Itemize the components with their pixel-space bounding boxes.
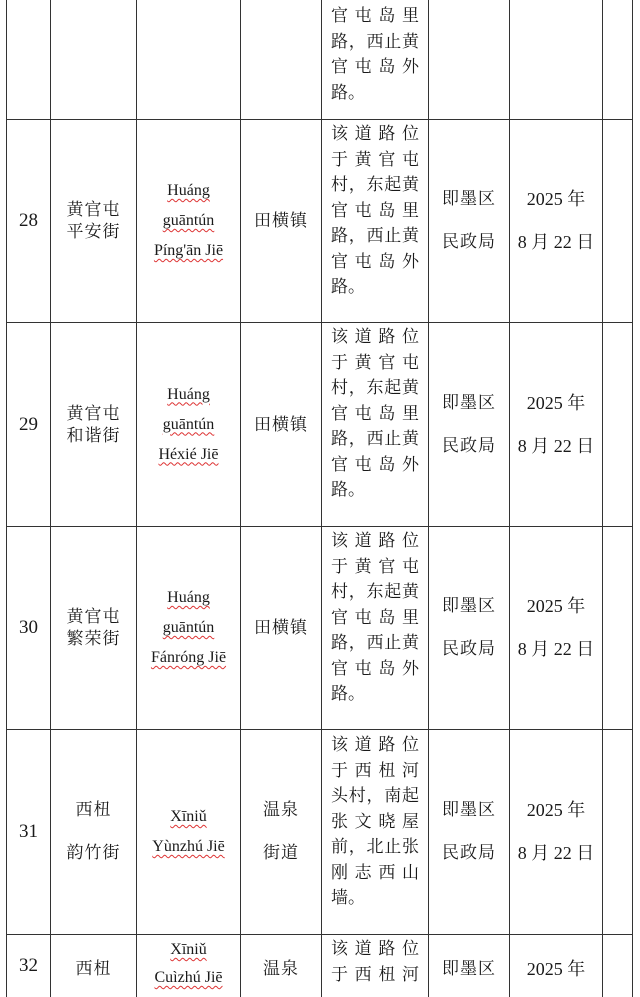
grid-line	[602, 0, 603, 997]
road-name-line: 黄官屯	[66, 607, 121, 627]
pinyin-line: guāntún	[162, 212, 215, 229]
description-line: 张文晓屋	[331, 811, 419, 832]
description-cell	[331, 4, 419, 106]
pinyin-line: Huáng	[167, 589, 210, 606]
description-line: 该道路位	[331, 735, 419, 755]
description-line: 路，西止黄	[331, 633, 419, 653]
pinyin-line: Héxié Jiē	[158, 445, 219, 463]
description-line: 路，西止黄	[331, 31, 419, 52]
description-line: 官屯岛里	[331, 607, 419, 628]
description-line: 官屯岛外	[331, 658, 419, 679]
description-cell	[331, 122, 419, 301]
authority-line: 即墨区	[442, 189, 496, 209]
description-line: 路，西止黄	[331, 226, 419, 246]
row-number: 28	[19, 210, 38, 231]
date-line: 8 月 22 日	[517, 435, 595, 456]
date-line: 2025 年	[526, 959, 586, 979]
authority-line: 即墨区	[442, 596, 496, 616]
description-line: 路，西止黄	[331, 429, 419, 449]
date-cell	[510, 323, 602, 526]
date-line: 2025 年	[526, 189, 586, 209]
row-number: 29	[19, 413, 38, 435]
description-line: 该道路位	[331, 124, 419, 144]
authority-cell	[429, 323, 509, 526]
road-name-line: 西杻	[75, 800, 112, 820]
town-cell	[241, 120, 321, 322]
road-name-cell	[51, 527, 136, 729]
description-line: 该道路位	[331, 531, 419, 551]
road-name-line: 黄官屯	[66, 403, 121, 424]
town-line: 温泉	[263, 959, 299, 979]
pinyin-cell	[137, 120, 240, 322]
town-line: 温泉	[263, 800, 299, 820]
town-cell	[241, 730, 321, 934]
description-cell	[331, 529, 419, 708]
pinyin-line: Huáng	[167, 182, 210, 199]
pinyin-cell	[137, 527, 240, 729]
description-line: 路。	[331, 82, 365, 103]
pinyin-line: guāntún	[162, 415, 215, 433]
description-line: 官屯岛里	[331, 200, 419, 221]
description-line: 于西杻河	[331, 760, 419, 781]
road-name-line: 黄官屯	[66, 200, 121, 220]
town-line: 田横镇	[254, 414, 308, 435]
description-line: 官屯岛外	[331, 251, 419, 272]
description-line: 官屯岛外	[331, 454, 419, 475]
description-line: 路。	[331, 277, 365, 297]
row-number: 30	[19, 617, 38, 638]
date-line: 8 月 22 日	[517, 232, 595, 252]
pinyin-cell	[137, 323, 240, 526]
description-line: 于西杻河	[331, 964, 419, 985]
road-name-line: 繁荣街	[66, 629, 121, 649]
description-line: 前，北止张	[331, 837, 419, 857]
pinyin-cell	[137, 730, 240, 934]
authority-line: 民政局	[442, 435, 496, 456]
authority-line: 即墨区	[442, 392, 496, 413]
authority-line: 即墨区	[442, 800, 496, 820]
authority-line: 民政局	[442, 843, 496, 863]
description-line: 于黄官屯	[331, 149, 419, 170]
town-cell	[241, 323, 321, 526]
road-name-cell	[51, 120, 136, 322]
description-line: 路。	[331, 480, 365, 500]
pinyin-cell	[137, 936, 240, 992]
pinyin-line: guāntún	[162, 619, 215, 636]
pinyin-line: Cuìzhú Jiē	[154, 969, 223, 986]
description-line: 墙。	[331, 888, 365, 908]
town-line: 街道	[263, 843, 299, 863]
pinyin-line: Fánróng Jiē	[150, 649, 227, 666]
authority-line: 民政局	[442, 639, 496, 659]
description-line: 刚志西山	[331, 862, 419, 883]
description-line: 村，东起黄	[331, 378, 419, 398]
town-line: 田横镇	[254, 211, 308, 231]
pinyin-line: Yùnzhú Jiē	[152, 838, 225, 855]
authority-line: 即墨区	[442, 959, 496, 979]
road-name-cell	[51, 323, 136, 526]
grid-line	[632, 0, 633, 997]
description-line: 村，东起黄	[331, 175, 419, 195]
road-name-line: 韵竹街	[66, 843, 121, 863]
town-line: 田横镇	[254, 618, 308, 638]
description-cell	[331, 325, 419, 504]
description-line: 该道路位	[331, 327, 419, 347]
description-line: 于黄官屯	[331, 556, 419, 577]
description-line: 官屯岛里	[331, 403, 419, 424]
description-cell	[331, 733, 419, 912]
road-name-cell	[51, 730, 136, 934]
authority-line: 民政局	[442, 232, 496, 252]
description-cell	[331, 937, 419, 988]
description-line: 头村，南起	[331, 786, 419, 806]
pinyin-line: Xīniǔ	[170, 941, 207, 958]
grid-line	[6, 934, 633, 935]
authority-cell	[429, 120, 509, 322]
pinyin-line: Píng'ān Jiē	[153, 242, 224, 259]
date-line: 8 月 22 日	[517, 843, 595, 863]
date-line: 8 月 22 日	[517, 639, 595, 659]
road-name-line: 平安街	[66, 222, 121, 242]
pinyin-line: Huáng	[167, 385, 210, 403]
road-name-line: 和谐街	[66, 425, 121, 446]
date-line: 2025 年	[526, 596, 586, 616]
description-line: 该道路位	[331, 939, 419, 959]
town-cell	[241, 527, 321, 729]
description-line: 路。	[331, 684, 365, 704]
row-number: 32	[19, 955, 38, 976]
authority-cell	[429, 730, 509, 934]
date-cell	[510, 527, 602, 729]
grid-line	[321, 0, 322, 997]
date-line: 2025 年	[526, 800, 586, 820]
description-line: 官屯岛外	[331, 57, 419, 77]
description-line: 官屯岛里	[331, 6, 419, 26]
pinyin-line: Xīniǔ	[170, 808, 207, 825]
row-number: 31	[19, 821, 38, 842]
date-cell	[510, 730, 602, 934]
date-cell	[510, 120, 602, 322]
date-line: 2025 年	[526, 392, 586, 413]
description-line: 于黄官屯	[331, 352, 419, 373]
road-name-line: 西杻	[75, 959, 112, 979]
authority-cell	[429, 527, 509, 729]
description-line: 村，东起黄	[331, 582, 419, 602]
